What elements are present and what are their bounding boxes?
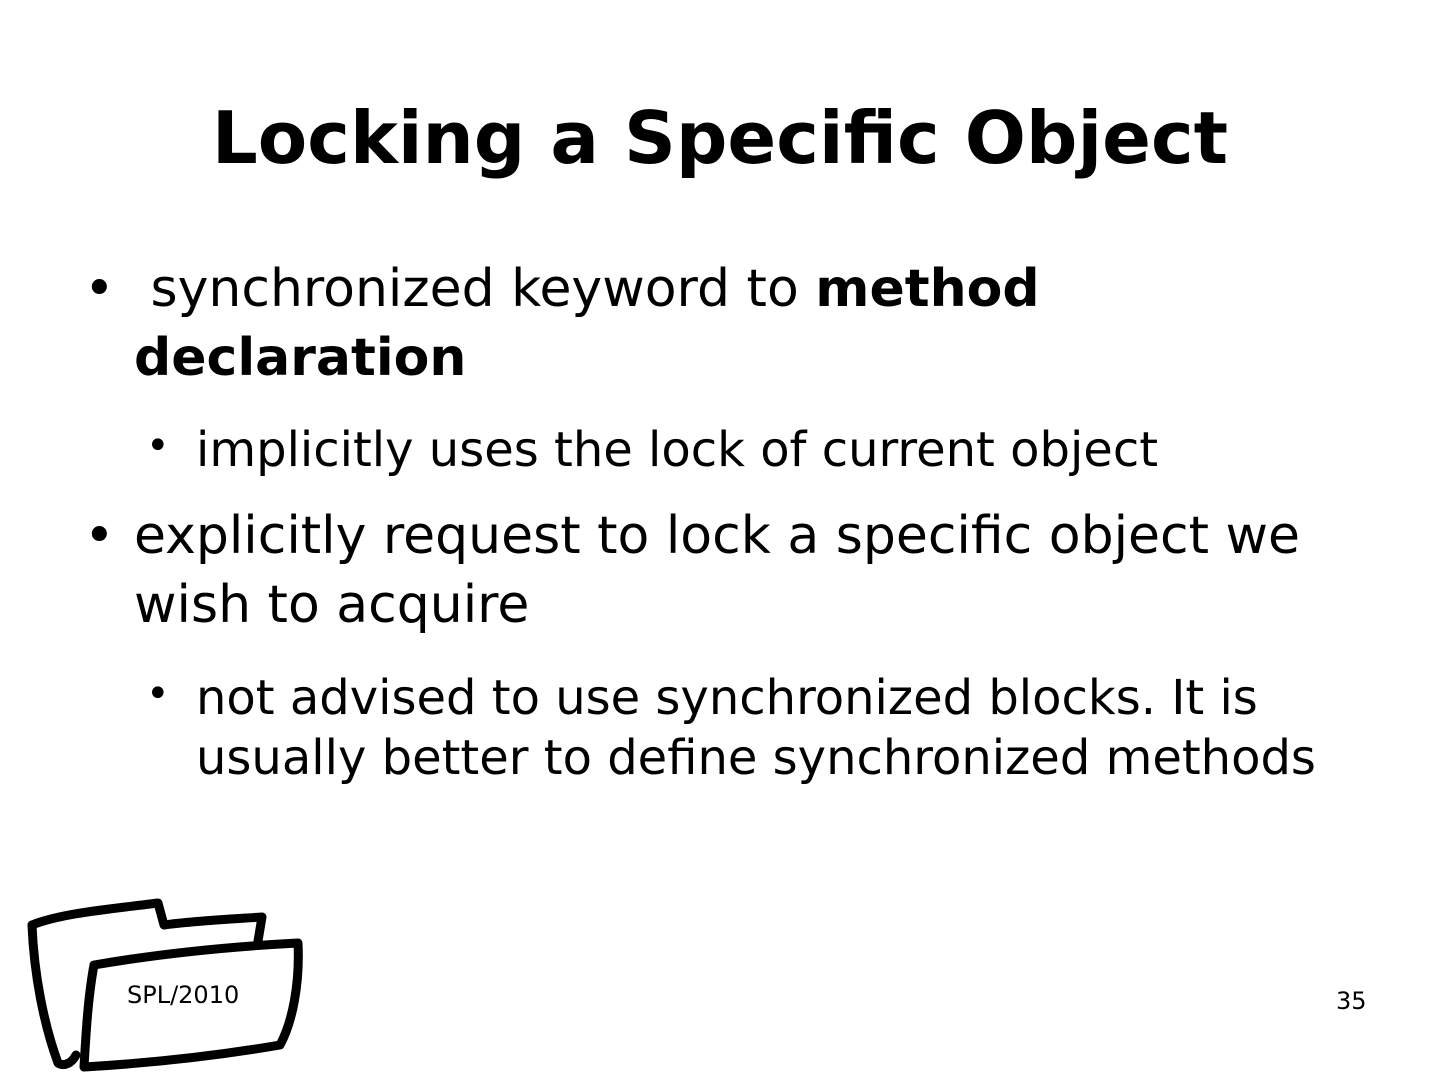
footer-label: SPL/2010 [127, 981, 240, 1009]
sub-bullet-item [146, 420, 1346, 480]
sub-bullet-item [146, 668, 1356, 788]
bullet-text-bold: method declaration [134, 259, 1040, 388]
slide-title: Locking a Specific Object [211, 96, 1229, 180]
bullet-dot: • [84, 506, 115, 566]
sub-bullet-text: not advised to use synchronized blocks. It is usually better to define synchronized methods [196, 670, 1316, 786]
sub-bullet-dot: • [146, 671, 170, 717]
sub-bullet-text: implicitly uses the lock of current object [196, 422, 1159, 478]
sub-bullet-dot: • [146, 423, 170, 469]
bullet-dot: • [84, 259, 115, 319]
page-number: 35 [1336, 987, 1367, 1015]
bullet-item [84, 255, 1334, 393]
bullet-item [84, 502, 1354, 640]
bullet-text: explicitly request to lock a specific object we wish to acquire [134, 506, 1301, 635]
bullet-text: synchronized keyword to [134, 259, 816, 319]
